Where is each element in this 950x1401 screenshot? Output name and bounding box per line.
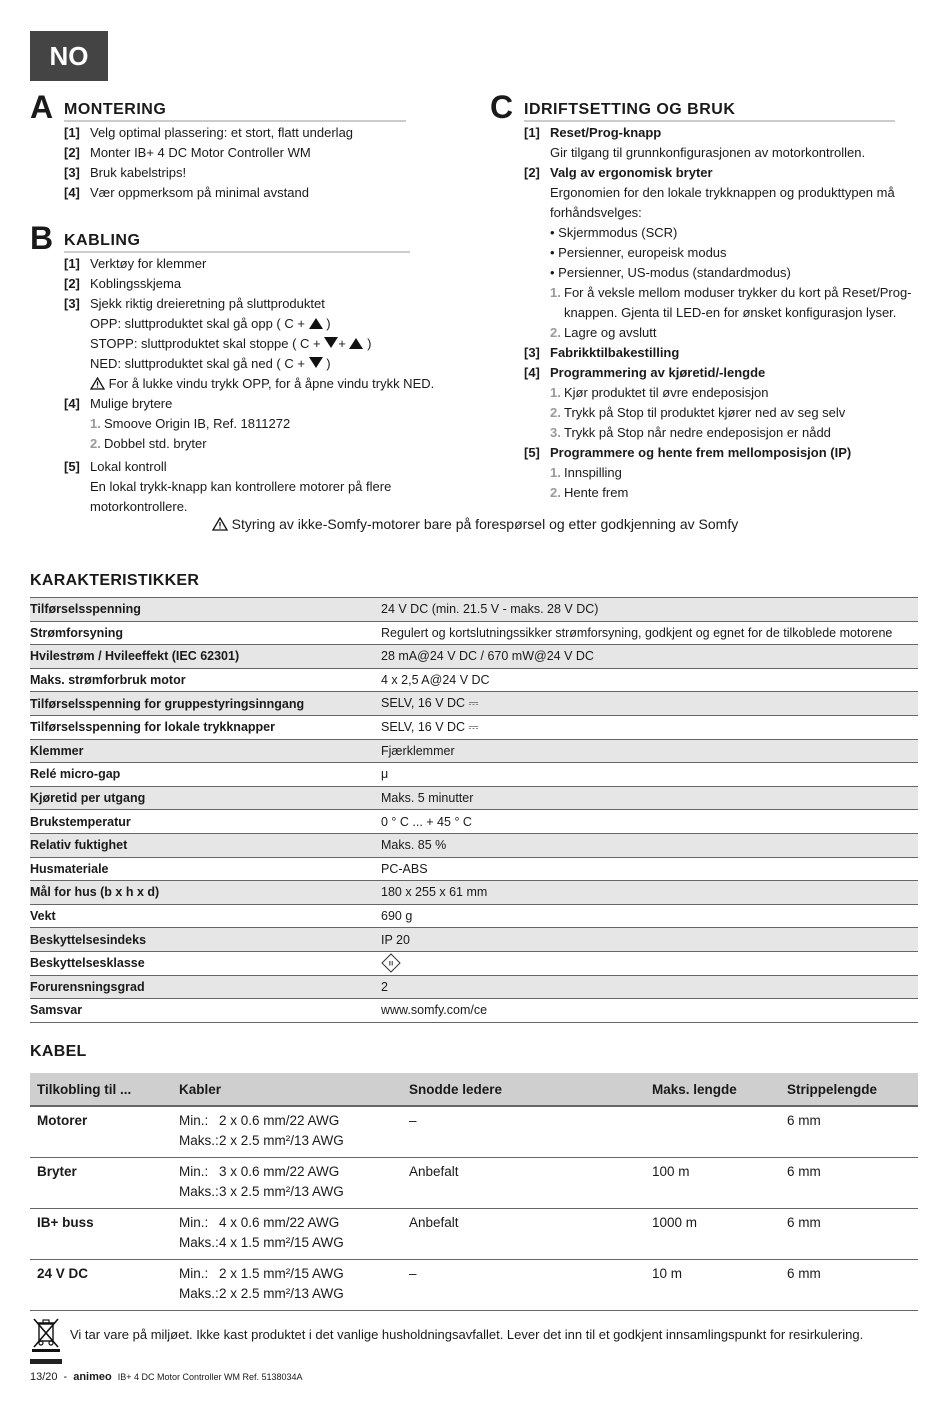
list-item: [4] Mulige brytere 1. Smoove Origin IB, Ref. 1811272 2. Dobbel std. bryter bbox=[64, 396, 291, 451]
product-reference: IB+ 4 DC Motor Controller WM Ref. 5138034A bbox=[117, 1372, 303, 1382]
section-kabling bbox=[30, 221, 480, 517]
list-item: [3] Sjekk riktig dreieretning på sluttproduktet OPP: sluttproduktet skal gå opp ( C + ) STOPP: sluttproduktet skal stoppe ( C + + ) NED: sluttproduktet skal gå ned ( C + ) For å lukke vindu trykk OPP, for å åpne vindu trykk NED. bbox=[64, 294, 480, 394]
spec-value: Maks. 5 minutter bbox=[381, 786, 918, 810]
spec-row bbox=[30, 833, 918, 857]
right-column bbox=[490, 90, 920, 503]
spec-value: 24 V DC (min. 21.5 V - maks. 28 V DC) bbox=[381, 598, 918, 622]
spec-table bbox=[30, 597, 918, 1023]
somfy-warning: Styring av ikke-Somfy-motorer bare på forespørsel og etter godkjenning av Somfy bbox=[0, 516, 950, 532]
strip-cell: 6 mm bbox=[780, 1106, 918, 1158]
spec-value: Fjærklemmer bbox=[381, 739, 918, 763]
cable-row bbox=[30, 1158, 918, 1209]
spec-label: Relativ fuktighet bbox=[30, 833, 381, 857]
list-item: [4] Vær oppmerksom på minimal avstand bbox=[64, 185, 309, 200]
spec-row bbox=[30, 904, 918, 928]
window-warning: For å lukke vindu trykk OPP, for å åpne vindu trykk NED. bbox=[90, 374, 480, 394]
section-montering bbox=[30, 90, 480, 203]
arrow-down-icon bbox=[324, 337, 338, 348]
twisted-cell: – bbox=[402, 1106, 645, 1158]
spec-label: Vekt bbox=[30, 904, 381, 928]
length-cell: 1000 m bbox=[645, 1209, 780, 1260]
spec-row bbox=[30, 621, 918, 645]
spec-value: 28 mA@24 V DC / 670 mW@24 V DC bbox=[381, 645, 918, 669]
spec-value: 0 ° C ... + 45 ° C bbox=[381, 810, 918, 834]
twisted-cell: Anbefalt bbox=[402, 1209, 645, 1260]
strip-cell: 6 mm bbox=[780, 1158, 918, 1209]
spec-label: Samsvar bbox=[30, 999, 381, 1023]
column-header: Maks. lengde bbox=[645, 1073, 780, 1106]
spec-label: Kjøretid per utgang bbox=[30, 786, 381, 810]
spec-label: Maks. strømforbruk motor bbox=[30, 668, 381, 692]
cable-row bbox=[30, 1260, 918, 1311]
spec-row bbox=[30, 786, 918, 810]
spec-label: Tilførselsspenning for lokale trykknapper bbox=[30, 715, 381, 739]
spec-row bbox=[30, 810, 918, 834]
column-header: Strippelengde bbox=[780, 1073, 918, 1106]
section-title: MONTERING bbox=[64, 101, 406, 122]
section-title: IDRIFTSETTING OG BRUK bbox=[524, 101, 895, 122]
section-letter: B bbox=[30, 220, 54, 256]
spec-row bbox=[30, 668, 918, 692]
cables-cell: Min.: 3 x 0.6 mm/22 AWG Maks.: 3 x 2.5 mm²/13 AWG bbox=[172, 1158, 402, 1209]
spec-value: www.somfy.com/ce bbox=[381, 999, 918, 1023]
spec-value bbox=[381, 951, 918, 975]
spec-row bbox=[30, 645, 918, 669]
spec-row bbox=[30, 763, 918, 787]
spec-label: Klemmer bbox=[30, 739, 381, 763]
warning-icon bbox=[90, 377, 105, 390]
list-item: [3] Fabrikktilbakestilling bbox=[524, 345, 680, 360]
direction-down-line: NED: sluttproduktet skal gå ned ( C + ) bbox=[90, 356, 331, 371]
spec-value: 2 bbox=[381, 975, 918, 999]
connection-cell: 24 V DC bbox=[30, 1260, 172, 1311]
section-letter: C bbox=[490, 89, 514, 125]
spec-row bbox=[30, 692, 918, 716]
spec-row bbox=[30, 951, 918, 975]
footer: 13/20 - animeo IB+ 4 DC Motor Controller WM Ref. 5138034A bbox=[30, 1371, 303, 1383]
twisted-cell: – bbox=[402, 1260, 645, 1311]
spec-label: Tilførselsspenning bbox=[30, 598, 381, 622]
spec-value: 4 x 2,5 A@24 V DC bbox=[381, 668, 918, 692]
spec-heading: KARAKTERISTIKKER bbox=[30, 572, 200, 589]
twisted-cell: Anbefalt bbox=[402, 1158, 645, 1209]
column-header: Snodde ledere bbox=[402, 1073, 645, 1106]
footer-bar bbox=[30, 1359, 62, 1364]
list-item: [1] Reset/Prog-knapp Gir tilgang til grunnkonfigurasjonen av motorkontrollen. bbox=[524, 125, 866, 160]
spec-row bbox=[30, 975, 918, 999]
spec-value: IP 20 bbox=[381, 928, 918, 952]
strip-cell: 6 mm bbox=[780, 1209, 918, 1260]
spec-row bbox=[30, 999, 918, 1023]
list-item: [2] Koblingsskjema bbox=[64, 276, 182, 291]
spec-label: Beskyttelsesindeks bbox=[30, 928, 381, 952]
length-cell bbox=[645, 1106, 780, 1158]
direction-up-line: OPP: sluttproduktet skal gå opp ( C + ) bbox=[90, 316, 331, 331]
connection-cell: Motorer bbox=[30, 1106, 172, 1158]
list-item: [4] Programmering av kjøretid/-lengde 1. Kjør produktet til øvre endeposisjon 2. Trykk på Stop til produktet kjører ned av seg selv 3. Trykk på Stop når nedre endeposisjon er nådd bbox=[524, 365, 846, 440]
length-cell: 100 m bbox=[645, 1158, 780, 1209]
spec-value: SELV, 16 V DC ⎓ bbox=[381, 715, 918, 739]
direction-stop-line: STOPP: sluttproduktet skal stoppe ( C + + ) bbox=[90, 336, 372, 351]
spec-value: Regulert og kortslutningssikker strømforsyning, godkjent og egnet for de tilkoblede motorene bbox=[381, 621, 918, 645]
list-item: [2] Monter IB+ 4 DC Motor Controller WM bbox=[64, 145, 311, 160]
spec-label: Hvilestrøm / Hvileeffekt (IEC 62301) bbox=[30, 645, 381, 669]
spec-value: PC-ABS bbox=[381, 857, 918, 881]
spec-value: 180 x 255 x 61 mm bbox=[381, 881, 918, 905]
warning-icon bbox=[212, 517, 228, 531]
arrow-up-icon bbox=[349, 338, 363, 349]
spec-row bbox=[30, 598, 918, 622]
left-column bbox=[30, 90, 480, 517]
column-header: Tilkobling til ... bbox=[30, 1073, 172, 1106]
cable-table bbox=[30, 1073, 918, 1311]
spec-label: Husmateriale bbox=[30, 857, 381, 881]
cables-cell: Min.: 4 x 0.6 mm/22 AWG Maks.: 4 x 1.5 mm²/15 AWG bbox=[172, 1209, 402, 1260]
spec-row bbox=[30, 715, 918, 739]
list-item: [2] Valg av ergonomisk bryter Ergonomien for den lokale trykknappen og produkttypen må forhåndsvelges: • Skjermmodus (SCR) • Persienner, europeisk modus • Persienner, US-modus (standardmodus) 1. For å veksle mellom moduser trykker du kort på Reset/Prog-knappen. Gjenta til LED-en for ønsket konfigurasjon lyser. 2. Lagre og avslutt bbox=[524, 165, 912, 340]
spec-label: Mål for hus (b x h x d) bbox=[30, 881, 381, 905]
svg-text:III: III bbox=[388, 961, 394, 968]
spec-value: 690 g bbox=[381, 904, 918, 928]
list-item: [5] Programmere og hente frem mellomposisjon (IP) 1. Innspilling 2. Hente frem bbox=[524, 445, 852, 500]
spec-label: Tilførselsspenning for gruppestyringsinngang bbox=[30, 692, 381, 716]
spec-label: Forurensningsgrad bbox=[30, 975, 381, 999]
cables-cell: Min.: 2 x 1.5 mm²/15 AWG Maks.: 2 x 2.5 mm²/13 AWG bbox=[172, 1260, 402, 1311]
spec-row bbox=[30, 881, 918, 905]
spec-label: Brukstemperatur bbox=[30, 810, 381, 834]
spec-label: Beskyttelsesklasse bbox=[30, 951, 381, 975]
section-letter: A bbox=[30, 89, 54, 125]
environment-notice: Vi tar vare på miljøet. Ikke kast produktet i det vanlige husholdningsavfallet. Lever det inn til et godkjent innsamlingspunkt for resirkulering. bbox=[30, 1316, 863, 1352]
weee-bin-icon bbox=[30, 1316, 64, 1352]
connection-cell: IB+ buss bbox=[30, 1209, 172, 1260]
protection-class-iii-icon bbox=[381, 953, 401, 973]
spec-label: Relé micro-gap bbox=[30, 763, 381, 787]
spec-value: μ bbox=[381, 763, 918, 787]
language-badge: NO bbox=[30, 31, 108, 81]
section-title: KABLING bbox=[64, 232, 410, 253]
column-header: Kabler bbox=[172, 1073, 402, 1106]
length-cell: 10 m bbox=[645, 1260, 780, 1311]
page-number: 13/20 bbox=[30, 1371, 58, 1383]
list-item: [1] Velg optimal plassering: et stort, flatt underlag bbox=[64, 125, 354, 140]
cable-row bbox=[30, 1106, 918, 1158]
list-item: [1] Verktøy for klemmer bbox=[64, 256, 207, 271]
arrow-up-icon bbox=[309, 318, 323, 329]
connection-cell: Bryter bbox=[30, 1158, 172, 1209]
cable-row bbox=[30, 1209, 918, 1260]
spec-row bbox=[30, 857, 918, 881]
spec-label: Strømforsyning bbox=[30, 621, 381, 645]
section-idriftsetting bbox=[490, 90, 920, 503]
spec-row bbox=[30, 739, 918, 763]
strip-cell: 6 mm bbox=[780, 1260, 918, 1311]
cable-heading: KABEL bbox=[30, 1043, 87, 1060]
spec-value: Maks. 85 % bbox=[381, 833, 918, 857]
list-item: [3] Bruk kabelstrips! bbox=[64, 165, 187, 180]
arrow-down-icon bbox=[309, 357, 323, 368]
brand-name: animeo bbox=[73, 1371, 112, 1383]
list-item: [5] Lokal kontroll En lokal trykk-knapp kan kontrollere motorer på flere motorkontrollere. bbox=[64, 459, 392, 514]
spec-row bbox=[30, 928, 918, 952]
spec-value: SELV, 16 V DC ⎓ bbox=[381, 692, 918, 716]
cables-cell: Min.: 2 x 0.6 mm/22 AWG Maks.: 2 x 2.5 mm²/13 AWG bbox=[172, 1106, 402, 1158]
